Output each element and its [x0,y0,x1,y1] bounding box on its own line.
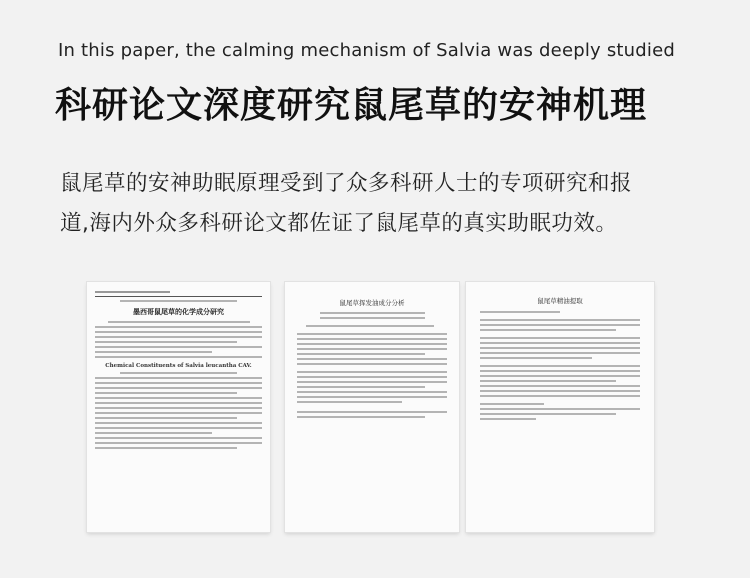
text-line [480,319,640,321]
text-line [480,375,640,377]
text-line [95,402,262,404]
intro-paragraph [60,164,700,244]
paper-3-title: 鼠尾草精油提取 [537,297,583,305]
text-line [480,390,640,392]
text-line [95,387,262,389]
text-line [297,363,447,365]
text-line [95,356,262,358]
text-line [480,352,640,354]
text-line [95,412,262,414]
text-line [480,418,536,420]
header-rule [95,296,262,297]
text-line [120,372,237,374]
text-line [95,417,237,419]
intro-line-2: 道,海内外众多科研论文都佐证了鼠尾草的真实助眠功效。 [60,211,618,236]
text-line [297,371,447,373]
text-line [297,348,447,350]
paper-1-english-title: Chemical Constituents of Salvia leucantha CAV. [105,363,252,369]
paper-thumbnail-2 [285,282,459,532]
text-line [95,432,212,434]
text-line [297,386,425,388]
text-line [480,403,544,405]
text-line [95,351,212,353]
text-line [95,326,262,328]
text-line [297,333,447,335]
intro-line-1: 鼠尾草的安神助眠原理受到了众多科研人士的专项研究和报 [60,171,633,196]
paper-thumbnail-3 [466,282,654,532]
text-line [480,370,640,372]
page-headline: 科研论文深度研究鼠尾草的安神机理 [55,85,648,126]
text-line [297,391,447,393]
text-line [95,336,262,338]
text-line [95,377,262,379]
text-line [480,380,616,382]
text-line [480,337,640,339]
text-line [95,422,262,424]
text-line [297,376,447,378]
text-line [480,329,616,331]
text-line [480,413,616,415]
text-line [95,442,262,444]
paper-2-title: 鼠尾草挥发油成分分析 [339,299,405,307]
text-line [297,353,425,355]
text-line [95,346,262,348]
text-line [480,385,640,387]
text-line [95,331,262,333]
text-line [306,325,434,327]
text-line [480,342,640,344]
text-line [297,401,402,403]
text-line [95,382,262,384]
text-line [297,343,447,345]
text-line [95,392,237,394]
text-line [480,365,640,367]
paper-1-title: 墨西哥鼠尾草的化学成分研究 [133,307,224,316]
text-line [480,357,592,359]
text-line [95,407,262,409]
text-line [95,447,237,449]
paper-thumbnail-1 [87,282,270,532]
text-line [120,300,237,302]
text-line [480,311,560,313]
text-line [320,312,425,314]
journal-header-mark [95,291,170,293]
text-line [95,427,262,429]
text-line [297,358,447,360]
text-line [297,416,425,418]
text-line [480,395,640,397]
text-line [297,411,447,413]
text-line [95,397,262,399]
text-line [108,321,250,323]
text-line [297,381,447,383]
text-line [480,408,640,410]
text-line [480,347,640,349]
text-line [95,341,237,343]
text-line [95,437,262,439]
english-subtitle: In this paper, the calming mechanism of Salvia was deeply studied [58,40,676,61]
text-line [320,317,425,319]
text-line [297,396,447,398]
text-line [297,338,447,340]
text-line [480,324,640,326]
